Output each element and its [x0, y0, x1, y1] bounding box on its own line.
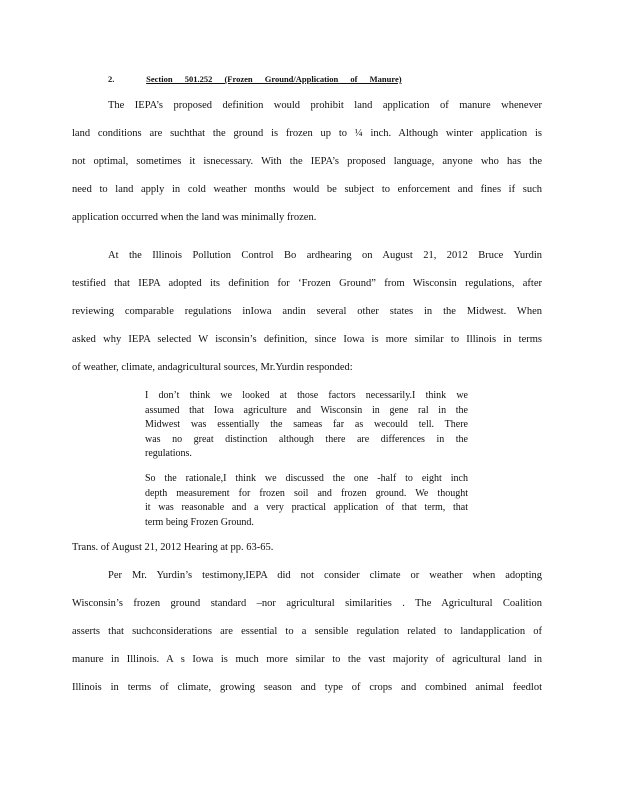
quote-line: it was reasonable and a very practical application of that term, that — [145, 502, 468, 513]
paragraph-2-line: testified that IEPA adopted its definition for ‘Frozen Ground” from Wisconsin regulations, after — [72, 278, 542, 289]
paragraph-3-line: Wisconsin’s frozen ground standard –nor agricultural similarities . The Agricultural Coalition — [72, 598, 542, 609]
paragraph-2-line: asked why IEPA selected W isconsin’s definition, since Iowa is more similar to Illinois in terms — [72, 334, 542, 345]
quote-line: was no great distinction although there are differences in the — [145, 433, 468, 445]
paragraph-3-line: Illinois in terms of climate, growing season and type of crops and combined animal feedlot — [72, 682, 542, 693]
quote-line: I don’t think we looked at those factors necessarily.I think we — [145, 390, 468, 401]
paragraph-1-line: land conditions are suchthat the ground is frozen up to ¼ inch. Although winter application is — [72, 128, 542, 139]
section-heading — [108, 74, 402, 84]
citation: Trans. of August 21, 2012 Hearing at pp. 63-65. — [72, 542, 274, 553]
quote-line: term being Frozen Ground. — [145, 516, 254, 528]
quote-line: depth measurement for frozen soil and frozen ground. We thought — [145, 487, 468, 499]
paragraph-2-line: reviewing comparable regulations inIowa andin several other states in the Midwest. When — [72, 306, 542, 317]
paragraph-3-line: manure in Illinois. A s Iowa is much more similar to the vast majority of agricultural land in — [72, 654, 542, 665]
paragraph-2-line: of weather, climate, andagricultural sources, Mr.Yurdin responded: — [72, 362, 353, 373]
paragraph-3-line: Per Mr. Yurdin’s testimony,IEPA did not consider climate or weather when adopting — [108, 570, 542, 581]
block-quote — [145, 472, 468, 530]
quote-line: regulations. — [145, 448, 192, 459]
section-number: 2. — [108, 74, 115, 84]
paragraph-2-line: At the Illinois Pollution Control Bo ardhearing on August 21, 2012 Bruce Yurdin — [108, 250, 542, 261]
paragraph-1-line: The IEPA’s proposed definition would prohibit land application of manure whenever — [108, 100, 542, 111]
paragraph-3-line: asserts that suchconsiderations are essential to a sensible regulation related to landapplication of — [72, 626, 542, 637]
block-quote — [145, 389, 468, 462]
quote-line: assumed that Iowa agriculture and Wisconsin in gene ral in the — [145, 404, 468, 416]
paragraph-1-line: not optimal, sometimes it isnecessary. With the IEPA’s proposed language, anyone who has the — [72, 156, 542, 167]
quote-line: So the rationale,I think we discussed the one -half to eight inch — [145, 473, 468, 484]
section-title: Section 501.252 (Frozen Ground/Application of Manure) — [146, 74, 402, 84]
quote-line: Midwest was essentially the sameas far as wecould tell. There — [145, 419, 468, 430]
paragraph-1-line: application occurred when the land was minimally frozen. — [72, 212, 317, 223]
paragraph-1-line: need to land apply in cold weather months would be subject to enforcement and fines if such — [72, 184, 542, 195]
